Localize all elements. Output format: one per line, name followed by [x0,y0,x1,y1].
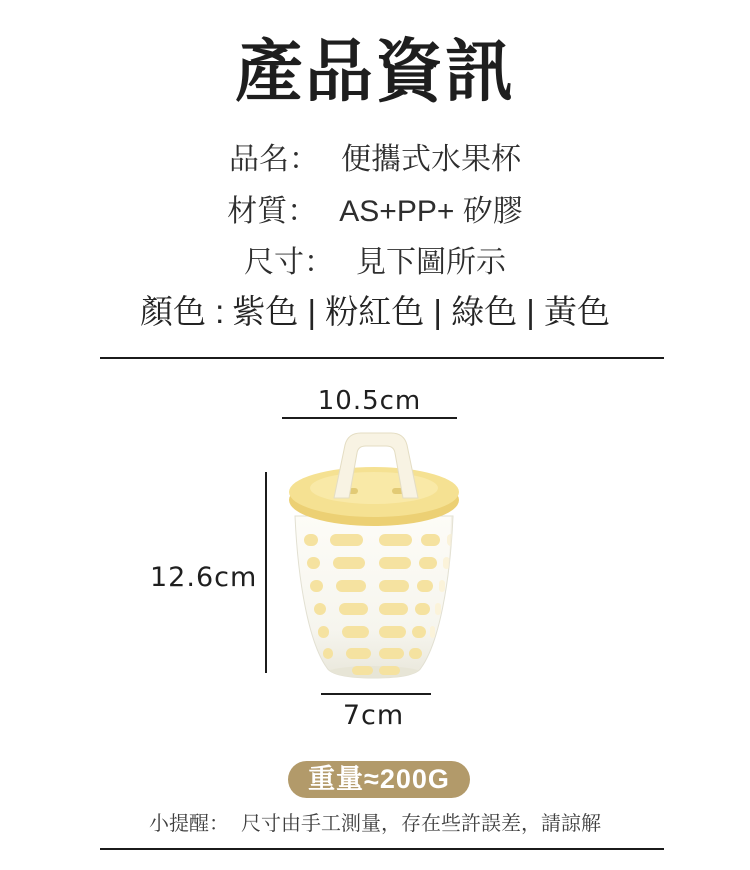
spec-row-material [0,195,750,229]
spec-label-color: 顏色 : [139,293,225,330]
page-title: 產品資訊 [234,34,515,110]
spec-value-size: 見下圖所示 [356,246,506,279]
spec-label-size: 尺寸： [244,246,334,279]
dimension-height-line [265,472,267,673]
dimension-top-width-line [282,417,457,419]
weight-badge: 重量≈200G [288,761,470,798]
product-image [270,428,480,686]
dimension-top-width-label: 10.5cm [317,386,422,416]
spec-value-name: 便攜式水果杯 [341,143,521,176]
spec-label-material: 材質： [227,195,318,228]
divider-bottom [100,848,664,850]
footnote-text: 尺寸由手工測量，存在些許誤差，請諒解 [241,813,601,835]
spec-row-size [0,246,750,280]
product-lid [289,467,459,526]
dimension-bottom-width-line [321,693,431,695]
dimension-height-label: 12.6cm [150,562,258,593]
product-body [295,516,455,680]
spec-row-color [0,292,750,332]
footnote-label: 小提醒： [149,813,229,835]
spec-row-name [0,143,750,177]
footnote [0,812,750,836]
spec-label-name: 品名： [229,143,319,176]
spec-value-color: 紫色 | 粉紅色 | 綠色 | 黃色 [232,293,611,330]
spec-value-material: AS+PP+ 矽膠 [339,195,523,228]
dimension-bottom-width-label: 7cm [342,700,405,731]
divider-top [100,357,664,359]
